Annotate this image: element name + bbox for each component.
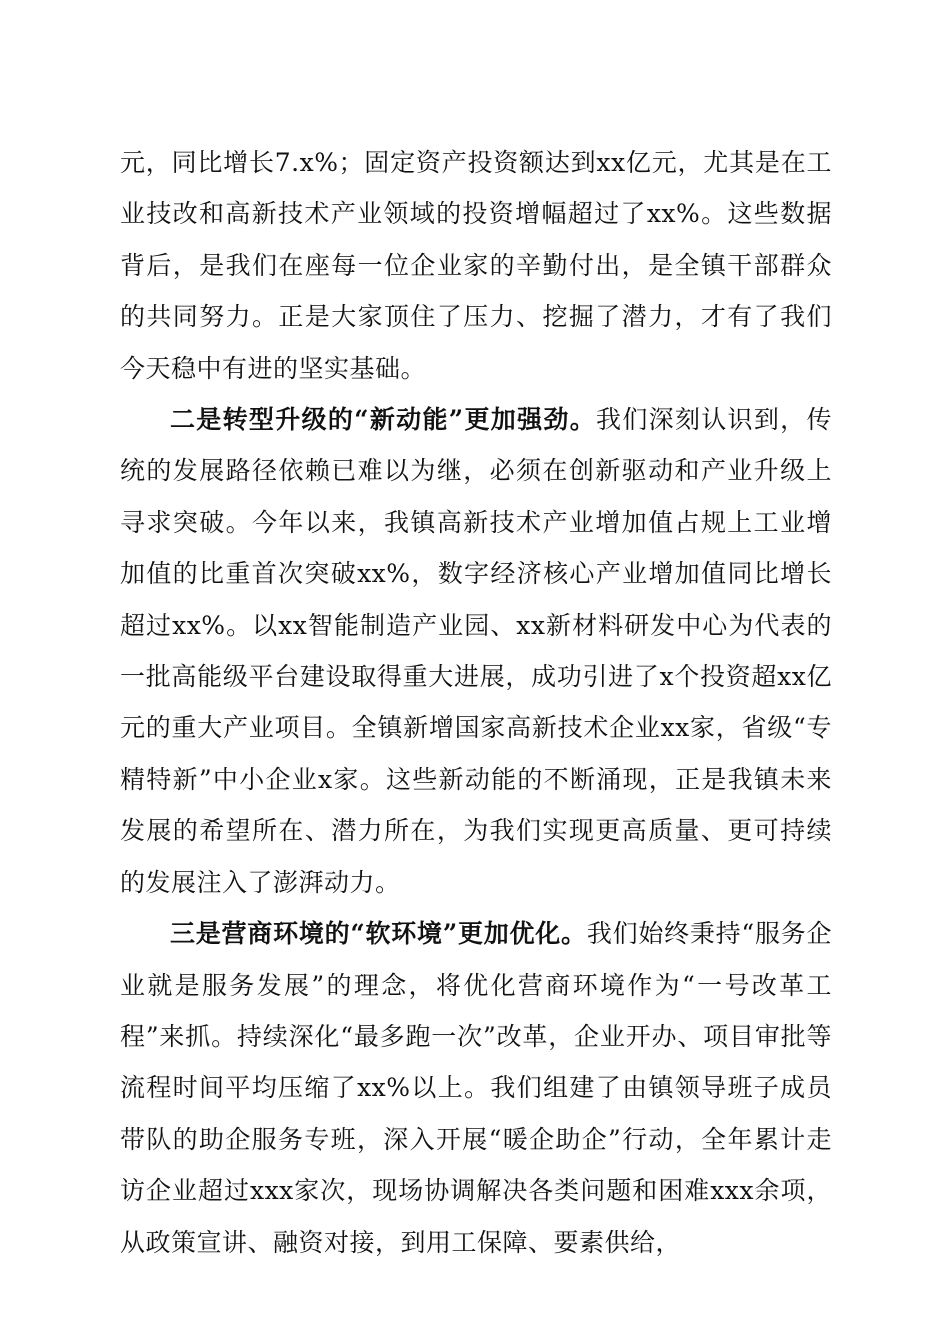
paragraph-2-text: 我们深刻认识到，传统的发展路径依赖已难以为继，必须在创新驱动和产业升级上寻求突破。今年以来，我镇高新技术产业增加值占规上工业增加值的比重首次突破xx%，数字经济核心产业增加值同比增长超过xx%。以xx智能制造产业园、xx新材料研发中心为代表的一批高能级平台建设取得重大进展，成功引进了x个投资超xx亿元的重大产业项目。全镇新增国家高新技术企业xx家，省级“专精特新”中小企业x家。这些新动能的不断涌现，正是我镇未来发展的希望所在、潜力所在，为我们实现更高质量、更可持续的发展注入了澎湃动力。 [120, 405, 832, 897]
paragraph-1-text: 元，同比增长7.x%；固定资产投资额达到xx亿元，尤其是在工业技改和高新技术产业领域的投资增幅超过了xx%。这些数据背后，是我们在座每一位企业家的辛勤付出，是全镇干部群众的共同努力。正是大家顶住了压力、挖掘了潜力，才有了我们今天稳中有进的坚实基础。 [120, 148, 832, 383]
paragraph-2-heading: 二是转型升级的“新动能”更加强劲。 [170, 405, 597, 435]
paragraph-3-text: 我们始终秉持“服务企业就是服务发展”的理念，将优化营商环境作为“一号改革工程”来抓。持续深化“最多跑一次”改革，企业开办、项目审批等流程时间平均压缩了xx%以上。我们组建了由镇领导班子成员带队的助企服务专班，深入开展“暖企助企”行动，全年累计走访企业超过xxx家次，现场协调解决各类问题和困难xxx余项，从政策宣讲、融资对接，到用工保障、要素供给， [120, 919, 832, 1257]
paragraph-2 [120, 394, 832, 908]
document-body [120, 137, 832, 1268]
paragraph-3-heading: 三是营商环境的“软环境”更加优化。 [170, 919, 587, 949]
paragraph-3 [120, 908, 832, 1268]
paragraph-1 [120, 137, 832, 394]
